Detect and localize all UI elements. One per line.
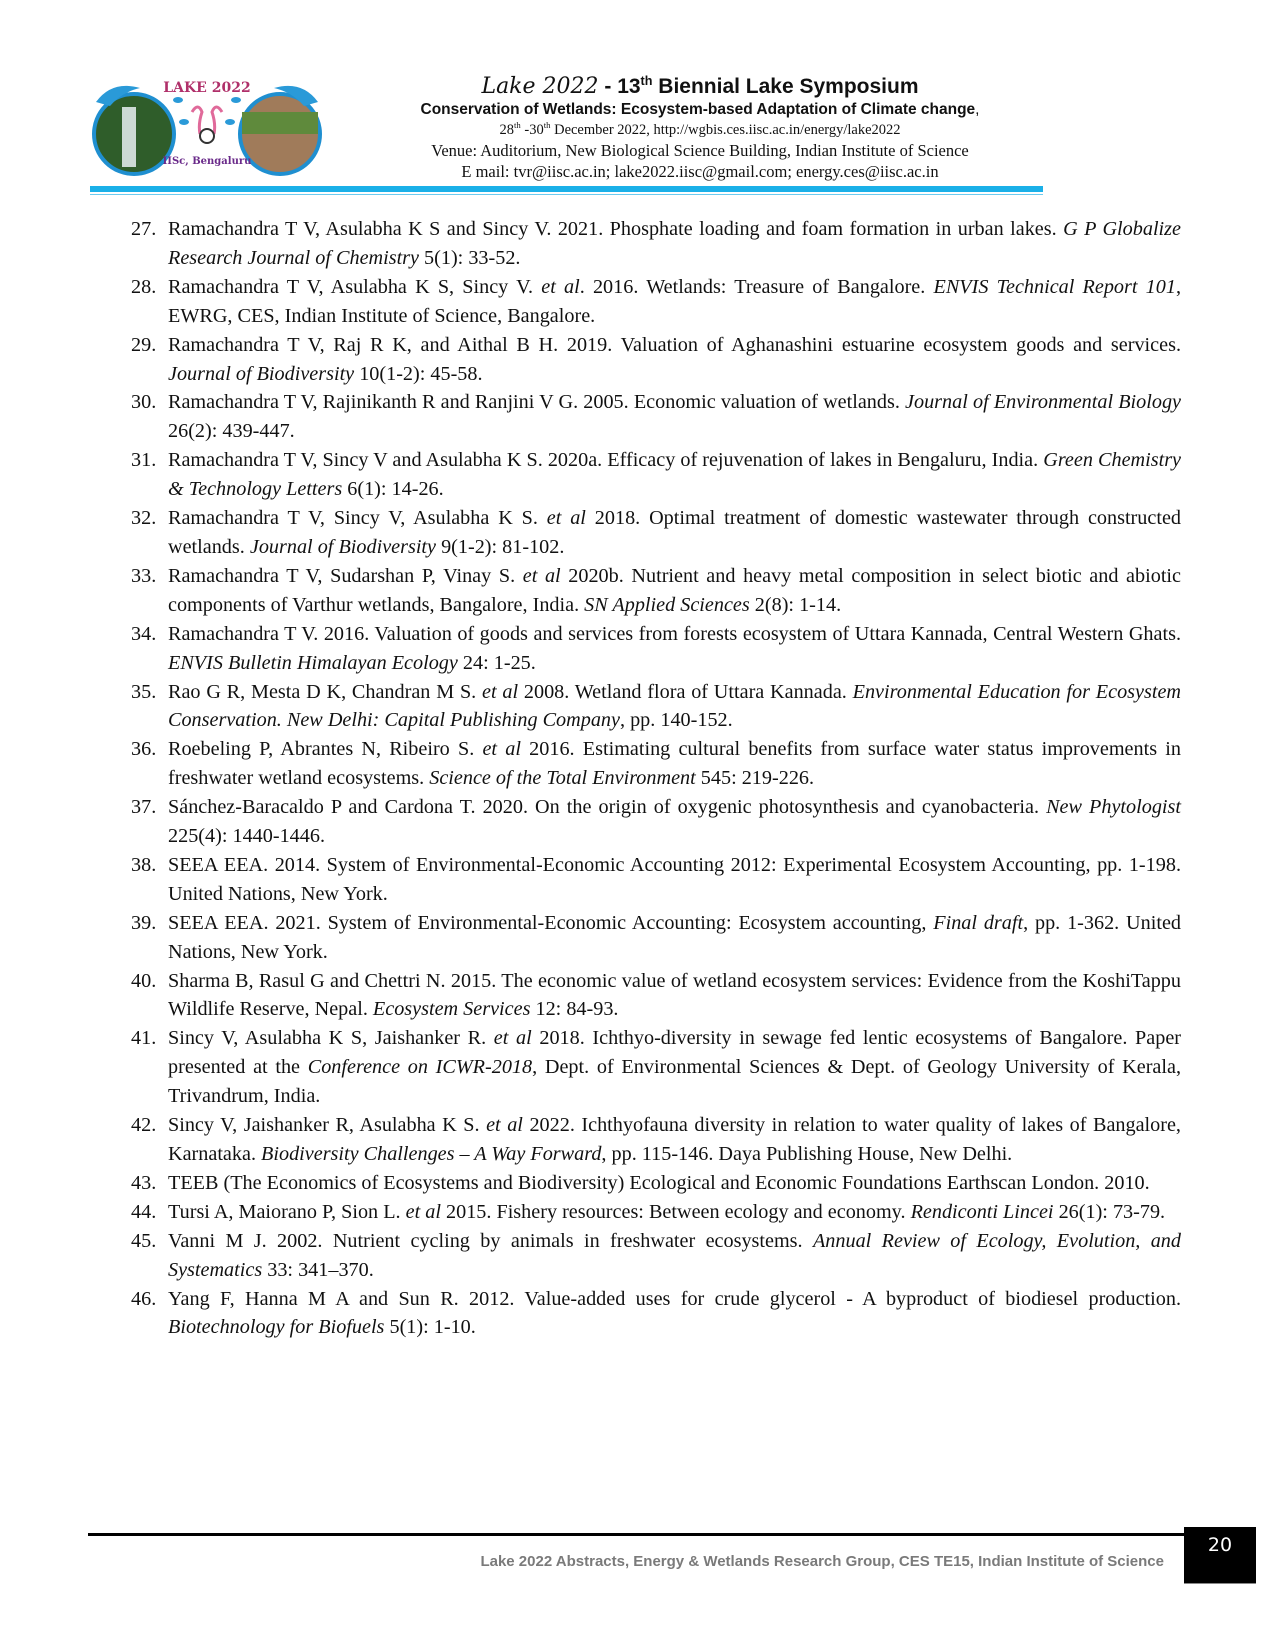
reference-part: Sincy V, Jaishanker R, Asulabha K S. (168, 1114, 487, 1137)
reference-part: 2(8): 1-14. (749, 593, 842, 616)
reference-number: 32. (131, 507, 157, 530)
symposium-theme (360, 100, 1040, 120)
reference-text (168, 446, 1181, 504)
reference-part: 26(1): 73-79. (1053, 1200, 1166, 1223)
reference-number: 42. (131, 1114, 157, 1137)
reference-number: 30. (131, 391, 157, 414)
reference-part: 5(1): 33-52. (419, 246, 521, 269)
logo-lake-2022-text: LAKE 2022 (163, 80, 251, 96)
reference-part: Ramachandra T V, Sincy V, Asulabha K S. (168, 507, 547, 530)
reference-part: 225(4): 1440-1446. (168, 825, 325, 848)
reference-part: 2015. Fishery resources: Between ecology and economy. (440, 1200, 911, 1223)
reference-italic-part: Green Chemistry & Technology Letters (168, 449, 1182, 501)
reference-italic-part: Conference on ICWR-2018 (307, 1056, 533, 1079)
reference-part: 2022. Ichthyofauna diversity in relation to water quality of lakes of Bangalore, Karnataka. (168, 1114, 1181, 1165)
reference-italic-part: Final draft (933, 911, 1024, 934)
reference-part: Yang F, Hanna M A and Sun R. 2012. Value-added uses for crude glycerol - A byproduct of biodiesel production. (168, 1287, 1181, 1310)
reference-text (168, 1024, 1181, 1111)
footer-rule (88, 1533, 1190, 1536)
reference-italic-part: et al (482, 680, 519, 703)
reference-part: 26(2): 439-447. (168, 420, 295, 443)
reference-number: 28. (131, 275, 157, 298)
reference-part: Sharma B, Rasul G and Chettri N. 2015. The economic value of wetland ecosystem services: Evidence from the KoshiTappu Wildlife Reserve, Nepal. (168, 969, 1181, 1021)
reference-item (131, 909, 1181, 967)
reference-part: 10(1-2): 45-58. (354, 362, 483, 385)
reference-part: 545: 219-226. (695, 767, 815, 790)
reference-part: Ramachandra T V, Sincy V and Asulabha K S. 2020a. Efficacy of rejuvenation of lakes in Bengaluru, India. (168, 449, 1044, 472)
reference-part: 2018. Optimal treatment of domestic wastewater through constructed wetlands. (168, 507, 1181, 558)
title-edition-number: 13 (617, 75, 641, 98)
dates-start-day: 28 (499, 122, 514, 138)
reference-part: 12: 84-93. (530, 998, 619, 1021)
reference-italic-part: ENVIS Technical Report 101 (933, 275, 1176, 298)
footer-text: Lake 2022 Abstracts, Energy & Wetlands Research Group, CES TE15, Indian Institute of Science (480, 1553, 1164, 1570)
reference-italic-part: Journal of Biodiversity (168, 362, 355, 385)
reference-item (131, 620, 1181, 678)
reference-part: , pp. 1-362. United Nations, New York. (168, 911, 1182, 963)
reference-item (131, 967, 1181, 1025)
reference-italic-part: Biotechnology for Biofuels (168, 1316, 385, 1339)
reference-part: Ramachandra T V, Asulabha K S and Sincy V. 2021. Phosphate loading and foam formation in urban lakes. (168, 218, 1064, 240)
reference-number: 46. (131, 1287, 157, 1310)
reference-part: , EWRG, CES, Indian Institute of Science, Bangalore. (168, 275, 1182, 327)
reference-item (131, 446, 1181, 504)
reference-part: 2008. Wetland flora of Uttara Kannada. (518, 680, 853, 703)
reference-number: 40. (131, 969, 157, 992)
reference-text (168, 909, 1181, 967)
reference-text (168, 1227, 1181, 1285)
symposium-email[interactable]: E mail: tvr@iisc.ac.in; lake2022.iisc@gmail.com; energy.ces@iisc.ac.in (461, 162, 939, 181)
reference-part: , Dept. of Environmental Sciences & Dept. of Geology University of Kerala, Trivandrum, India. (168, 1056, 1181, 1108)
reference-italic-part: et al (522, 564, 561, 587)
title-edition-suffix: th (640, 74, 653, 88)
reference-italic-part: et al (546, 507, 586, 530)
reference-text (168, 967, 1181, 1025)
reference-item (131, 1024, 1181, 1111)
reference-italic-part: et al (405, 1200, 441, 1223)
reference-italic-part: Rendiconti Lincei (910, 1200, 1054, 1223)
title-dash: - (598, 75, 618, 98)
reference-part: 33: 341–370. (262, 1258, 374, 1281)
reference-item (131, 793, 1181, 851)
reference-italic-part: et al (493, 1027, 532, 1050)
reference-item (131, 331, 1181, 389)
symposium-title (360, 74, 1040, 100)
reference-part: Ramachandra T V, Rajinikanth R and Ranjini V G. 2005. Economic valuation of wetlands. (168, 391, 906, 414)
reference-italic-part: Science of the Total Environment (429, 767, 696, 790)
reference-part: , pp. 140-152. (619, 709, 733, 732)
reference-number: 36. (131, 738, 157, 761)
logo-iisc-text: IISc, Bengaluru (162, 156, 252, 167)
lake-2022-logo (92, 72, 322, 184)
reference-item (131, 851, 1181, 909)
reference-text (168, 1111, 1181, 1169)
dates-end-suffix: th (543, 120, 551, 131)
header-divider-bar (90, 186, 1043, 192)
reference-italic-part: G P Globalize Research Journal of Chemistry (168, 218, 1181, 269)
reference-italic-part: Ecosystem Services (372, 998, 531, 1021)
reference-part: Ramachandra T V, Asulabha K S, Sincy V. (168, 275, 542, 298)
reference-part: Sánchez-Baracaldo P and Cardona T. 2020. On the origin of oxygenic photosynthesis and cyanobacteria. (168, 796, 1047, 819)
reference-number: 38. (131, 853, 157, 876)
reference-part: 2018. Ichthyo-diversity in sewage fed lentic ecosystems of Bangalore. Paper presented at the (168, 1027, 1182, 1079)
reference-list (131, 215, 1181, 1342)
title-lake-2022: Lake 2022 (481, 74, 599, 99)
reference-item (131, 273, 1181, 331)
reference-text (168, 215, 1181, 273)
reference-number: 43. (131, 1171, 157, 1194)
reference-text (168, 678, 1181, 736)
dates-and-url[interactable]: December 2022, http://wgbis.ces.iisc.ac.in/energy/lake2022 (550, 122, 901, 138)
reference-part: Ramachandra T V. 2016. Valuation of goods and services from forests ecosystem of Uttara Kannada, Central Western Ghats. (168, 622, 1181, 645)
header-divider-line (90, 194, 1043, 195)
reference-item (131, 562, 1181, 620)
reference-text (168, 331, 1181, 389)
reference-text (168, 562, 1181, 620)
reference-italic-part: Biodiversity Challenges – A Way Forward (261, 1143, 602, 1165)
reference-text (168, 1198, 1181, 1227)
reference-italic-part: Journal of Biodiversity (249, 535, 437, 558)
theme-comma: , (975, 101, 980, 118)
reference-item (131, 388, 1181, 446)
reference-item (131, 215, 1181, 273)
reference-part: 9(1-2): 81-102. (436, 535, 565, 558)
reference-text (168, 735, 1181, 793)
reference-item (131, 678, 1181, 736)
reference-number: 37. (131, 796, 157, 819)
reference-item (131, 1285, 1181, 1343)
reference-italic-part: ENVIS Bulletin Himalayan Ecology (168, 651, 458, 674)
logo-graphic (92, 72, 322, 184)
reference-part: Ramachandra T V, Raj R K, and Aithal B H. 2019. Valuation of Aghanashini estuarine ecosystem goods and services. (168, 333, 1181, 356)
reference-number: 27. (131, 218, 157, 240)
title-rest: Biennial Lake Symposium (652, 75, 919, 98)
reference-italic-part: et al (486, 1114, 523, 1137)
reference-part: 2020b. Nutrient and heavy metal composition in select biotic and abiotic components of Varthur wetlands, Bangalore, India. (168, 564, 1181, 616)
reference-part: , pp. 115-146. Daya Publishing House, New Delhi. (601, 1143, 1013, 1165)
reference-text (168, 793, 1181, 851)
reference-number: 35. (131, 680, 157, 703)
symposium-header (360, 74, 1040, 182)
reference-number: 45. (131, 1229, 157, 1252)
reference-text (168, 1169, 1181, 1198)
reference-italic-part: SN Applied Sciences (584, 593, 750, 616)
dates-start-suffix: th (513, 120, 521, 131)
dates-end-day: -30 (520, 122, 544, 138)
reference-italic-part: New Phytologist (1046, 796, 1181, 819)
reference-part: 6(1): 14-26. (342, 478, 444, 501)
reference-number: 39. (131, 911, 157, 934)
reference-text (168, 504, 1181, 562)
reference-text (168, 388, 1181, 446)
symposium-dates (360, 120, 1040, 140)
reference-part: . 2016. Wetlands: Treasure of Bangalore. (579, 275, 934, 298)
reference-part: 24: 1-25. (457, 651, 536, 674)
reference-number: 41. (131, 1027, 157, 1050)
reference-part: SEEA EEA. 2014. System of Environmental-Economic Accounting 2012: Experimental Ecosystem Accounting, pp. 1-198. United Nations, New York. (168, 853, 1181, 905)
symposium-venue: Venue: Auditorium, New Biological Science Building, Indian Institute of Science (431, 141, 969, 160)
theme-text: Conservation of Wetlands: Ecosystem-based Adaptation of Climate change (420, 101, 976, 118)
reference-text (168, 851, 1181, 909)
reference-item (131, 1198, 1181, 1227)
reference-italic-part: Journal of Environmental Biology (905, 391, 1181, 414)
reference-number: 34. (131, 622, 157, 645)
reference-part: 2016. Estimating cultural benefits from surface water status improvements in freshwater wetland ecosystems. (168, 738, 1181, 790)
reference-italic-part: Environmental Education for Ecosystem Conservation. New Delhi: Capital Publishing Company (168, 680, 1181, 732)
reference-part: Vanni M J. 2002. Nutrient cycling by animals in freshwater ecosystems. (168, 1229, 813, 1252)
reference-italic-part: Annual Review of Ecology, Evolution, and Systematics (168, 1229, 1181, 1281)
reference-item (131, 735, 1181, 793)
reference-text (168, 273, 1181, 331)
reference-part: 5(1): 1-10. (384, 1316, 476, 1339)
reference-text (168, 620, 1181, 678)
reference-item (131, 504, 1181, 562)
reference-part: SEEA EEA. 2021. System of Environmental-Economic Accounting: Ecosystem accounting, (168, 911, 934, 934)
reference-text (168, 1285, 1181, 1343)
reference-item (131, 1111, 1181, 1169)
reference-part: TEEB (The Economics of Ecosystems and Biodiversity) Ecological and Economic Foundations Earthscan London. 2010. (168, 1171, 1150, 1194)
reference-part: Roebeling P, Abrantes N, Ribeiro S. (168, 738, 483, 761)
reference-part: Rao G R, Mesta D K, Chandran M S. (168, 680, 483, 703)
reference-number: 33. (131, 564, 157, 587)
reference-number: 31. (131, 449, 157, 472)
reference-number: 44. (131, 1200, 157, 1223)
reference-number: 29. (131, 333, 157, 356)
reference-part: Tursi A, Maiorano P, Sion L. (168, 1200, 406, 1223)
reference-item (131, 1169, 1181, 1198)
reference-italic-part: et al (482, 738, 521, 761)
reference-part: Ramachandra T V, Sudarshan P, Vinay S. (168, 564, 523, 587)
reference-item (131, 1227, 1181, 1285)
reference-italic-part: et al (541, 275, 580, 298)
page-number: 20 (1184, 1527, 1256, 1584)
reference-part: Sincy V, Asulabha K S, Jaishanker R. (168, 1027, 494, 1050)
